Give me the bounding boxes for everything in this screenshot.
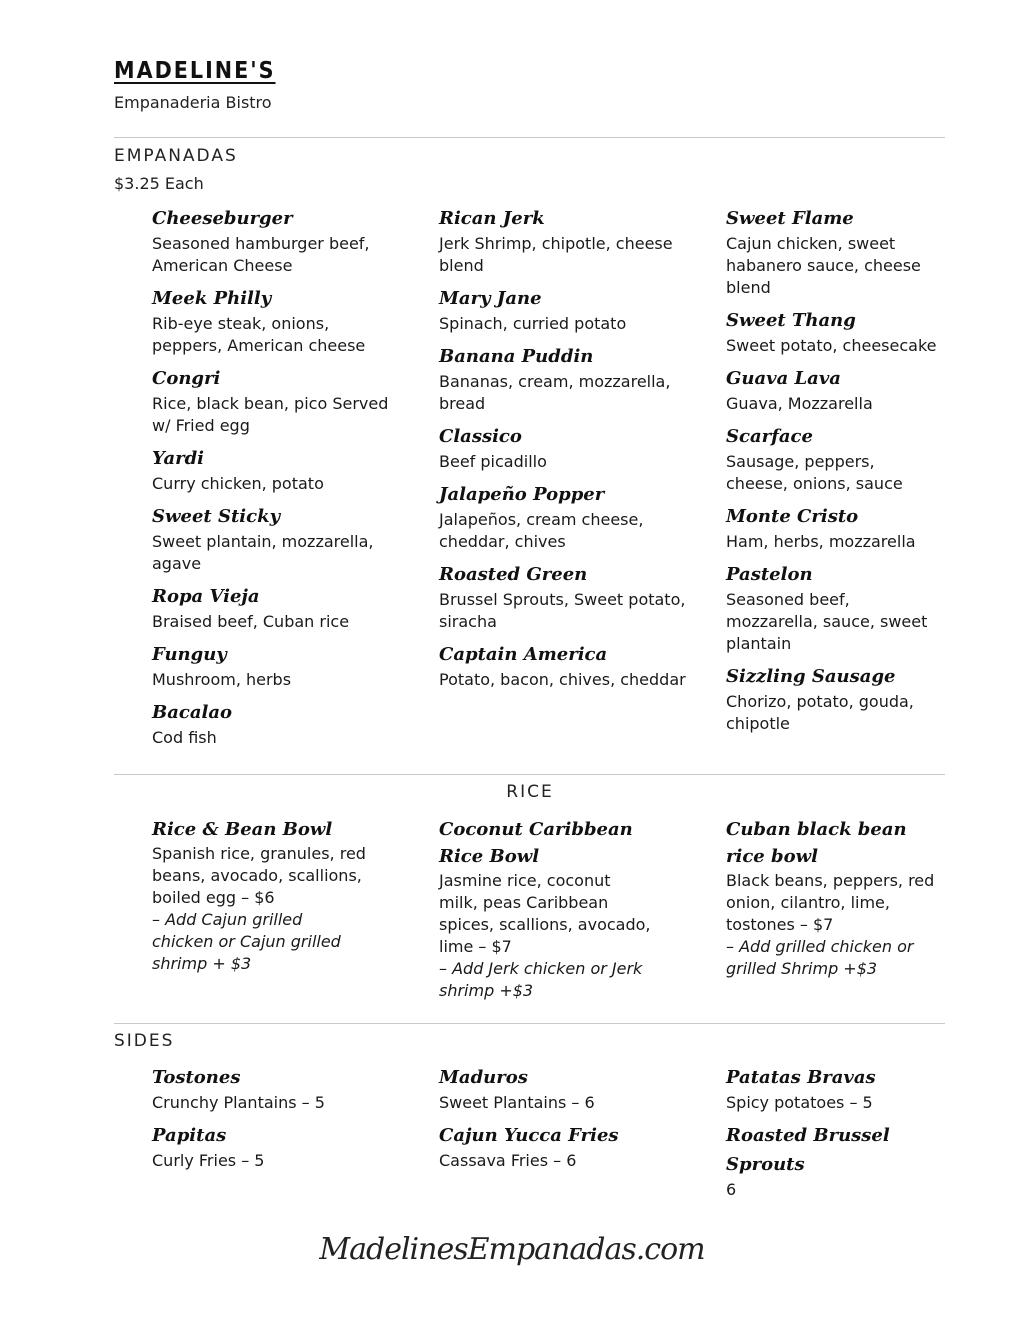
menu-item (439, 284, 689, 335)
item-name: Funguy (152, 644, 227, 665)
divider (114, 1023, 945, 1024)
menu-item (726, 364, 941, 415)
menu-item (152, 1063, 402, 1114)
item-name: Meek Philly (152, 288, 272, 309)
menu-item (439, 422, 689, 473)
menu-item (152, 816, 367, 975)
item-name: Tostones (152, 1067, 241, 1088)
menu-item (439, 816, 654, 1002)
item-name: Yardi (152, 448, 205, 469)
item-description: Sweet plantain, mozzarella, agave (152, 532, 374, 573)
item-name: Sweet Thang (726, 310, 856, 331)
menu-item (726, 662, 941, 735)
menu-item (152, 204, 402, 277)
item-description: Black beans, peppers, red onion, cilantro, lime, tostones – $7 (726, 871, 935, 934)
item-name: Ropa Vieja (152, 586, 260, 607)
menu-item (726, 816, 936, 980)
item-description: 6 (726, 1180, 737, 1199)
item-description: Rice, black bean, pico Served w/ Fried egg (152, 394, 389, 435)
item-name: Bacalao (152, 702, 233, 723)
menu-item (152, 698, 402, 749)
empanadas-column-1 (152, 204, 402, 756)
item-name: Sweet Flame (726, 208, 854, 229)
empanadas-column-3 (726, 204, 941, 742)
sides-column-3 (726, 1063, 896, 1208)
item-description: Cod fish (152, 728, 217, 747)
item-name: Pastelon (726, 564, 813, 585)
rice-column-1 (152, 816, 367, 982)
item-description: Jasmine rice, coconut milk, peas Caribbean spices, scallions, avocado, lime – $7 (439, 871, 651, 956)
item-description: Cajun chicken, sweet habanero sauce, cheese blend (726, 234, 921, 297)
menu-item (439, 342, 689, 415)
item-description: Cassava Fries – 6 (439, 1151, 577, 1170)
empanadas-column-2 (439, 204, 689, 698)
menu-item (726, 422, 941, 495)
item-name: Cajun Yucca Fries (439, 1125, 619, 1146)
menu-item (439, 1121, 689, 1172)
item-description: Spinach, curried potato (439, 314, 627, 333)
menu-item (152, 284, 402, 357)
menu-item (439, 560, 689, 633)
item-description: Spanish rice, granules, red beans, avocado, scallions, boiled egg – $6 (152, 844, 366, 907)
rice-heading: RICE (506, 782, 554, 802)
item-name: Congri (152, 368, 221, 389)
item-name: Cuban black bean rice bowl (726, 819, 907, 867)
item-description: Rib-eye steak, onions, peppers, American cheese (152, 314, 366, 355)
item-name: Patatas Bravas (726, 1067, 876, 1088)
menu-item (726, 1063, 896, 1114)
item-description: Beef picadillo (439, 452, 547, 471)
item-name: Guava Lava (726, 368, 841, 389)
item-description: Curry chicken, potato (152, 474, 324, 493)
item-description: Seasoned hamburger beef, American Cheese (152, 234, 370, 275)
menu-item (726, 204, 941, 299)
empanadas-price: $3.25 Each (114, 174, 204, 193)
website-footer: MadelinesEmpanadas.com (319, 1232, 705, 1267)
item-description: Mushroom, herbs (152, 670, 292, 689)
item-name: Roasted Brussel Sprouts (726, 1125, 890, 1175)
item-description: Crunchy Plantains – 5 (152, 1093, 325, 1112)
item-name: Maduros (439, 1067, 528, 1088)
item-addon: – Add grilled chicken or grilled Shrimp +$3 (726, 937, 914, 978)
sides-column-2 (439, 1063, 689, 1179)
item-description: Ham, herbs, mozzarella (726, 532, 916, 551)
menu-item (726, 560, 941, 655)
menu-item (152, 582, 402, 633)
item-addon: – Add Jerk chicken or Jerk shrimp +$3 (439, 959, 643, 1000)
rice-column-2 (439, 816, 654, 1009)
item-name: Classico (439, 426, 522, 447)
menu-item (726, 306, 941, 357)
menu-item (726, 502, 941, 553)
item-description: Sausage, peppers, cheese, onions, sauce (726, 452, 903, 493)
menu-item (439, 480, 689, 553)
item-description: Potato, bacon, chives, cheddar (439, 670, 686, 689)
item-description: Spicy potatoes – 5 (726, 1093, 873, 1112)
item-description: Bananas, cream, mozzarella, bread (439, 372, 671, 413)
restaurant-name: MADELINE'S (114, 58, 276, 84)
menu-item (439, 1063, 689, 1114)
item-name: Mary Jane (439, 288, 542, 309)
sides-heading: SIDES (114, 1031, 175, 1051)
menu-item (152, 444, 402, 495)
item-description: Seasoned beef, mozzarella, sauce, sweet plantain (726, 590, 928, 653)
menu-item (152, 1121, 402, 1172)
item-name: Jalapeño Popper (439, 484, 605, 505)
item-name: Roasted Green (439, 564, 588, 585)
item-description: Sweet potato, cheesecake (726, 336, 937, 355)
item-name: Coconut Caribbean Rice Bowl (439, 819, 633, 867)
item-name: Rican Jerk (439, 208, 545, 229)
item-addon: – Add Cajun grilled chicken or Cajun grilled shrimp + $3 (152, 910, 341, 973)
item-description: Braised beef, Cuban rice (152, 612, 350, 631)
item-name: Captain America (439, 644, 608, 665)
restaurant-tagline: Empanaderia Bistro (114, 93, 272, 112)
menu-item (152, 364, 402, 437)
item-name: Scarface (726, 426, 813, 447)
divider (114, 137, 945, 138)
item-name: Sweet Sticky (152, 506, 281, 527)
item-description: Jerk Shrimp, chipotle, cheese blend (439, 234, 673, 275)
item-description: Brussel Sprouts, Sweet potato, siracha (439, 590, 686, 631)
item-description: Chorizo, potato, gouda, chipotle (726, 692, 914, 733)
item-name: Rice & Bean Bowl (152, 819, 333, 840)
menu-item (152, 502, 402, 575)
item-description: Jalapeños, cream cheese, cheddar, chives (439, 510, 644, 551)
item-name: Sizzling Sausage (726, 666, 896, 687)
item-name: Cheeseburger (152, 208, 293, 229)
item-description: Guava, Mozzarella (726, 394, 873, 413)
empanadas-heading: EMPANADAS (114, 146, 238, 166)
menu-item (439, 204, 689, 277)
menu-item (152, 640, 402, 691)
divider (114, 774, 945, 775)
menu-item (439, 640, 689, 691)
item-name: Papitas (152, 1125, 227, 1146)
item-name: Monte Cristo (726, 506, 859, 527)
sides-column-1 (152, 1063, 402, 1179)
item-description: Sweet Plantains – 6 (439, 1093, 595, 1112)
rice-column-3 (726, 816, 936, 987)
menu-item (726, 1121, 896, 1201)
item-name: Banana Puddin (439, 346, 594, 367)
item-description: Curly Fries – 5 (152, 1151, 265, 1170)
